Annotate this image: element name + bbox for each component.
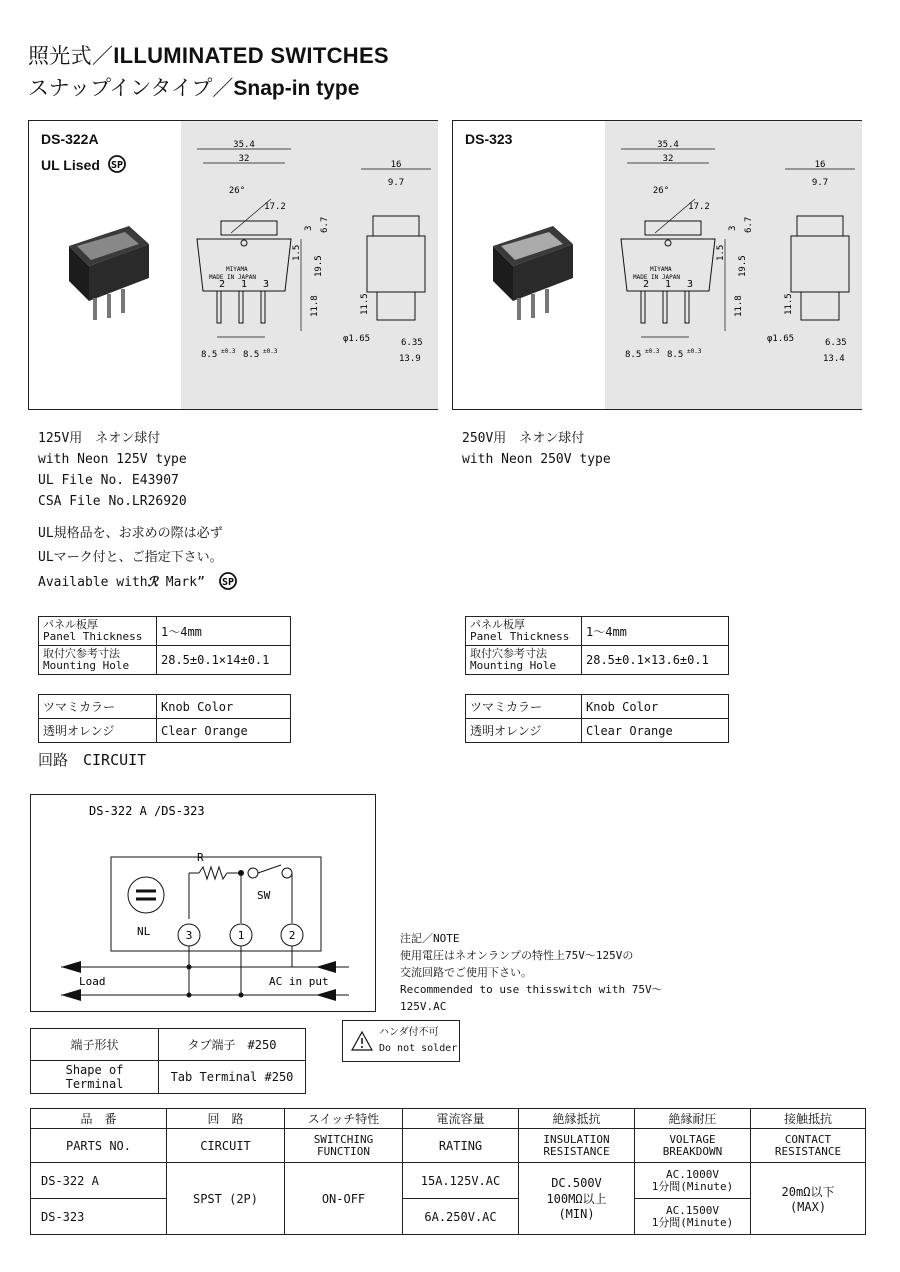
solder-warning	[342, 1020, 460, 1062]
dim-pitch-right: 8.5	[243, 350, 260, 360]
dim-side-v: 11.5	[360, 293, 370, 315]
dim-v4: 19.5	[738, 255, 748, 277]
dim-base: 13.9	[399, 354, 421, 364]
table-row: 透明オレンジ Clear Orange	[466, 719, 729, 743]
dim-v1: 3	[728, 225, 738, 231]
subtitle-jp: スナップインタイプ／	[28, 76, 234, 100]
csa-logo-icon	[108, 155, 126, 173]
product-panel-ds322a	[28, 120, 438, 410]
terminal-table	[30, 1028, 306, 1094]
table-row: DS-323 6A.250V.AC AC.1500V 1分間(Minute)	[31, 1199, 866, 1235]
switch-photo-icon	[483, 216, 603, 326]
ul-mark-icon: ℛ	[147, 574, 158, 589]
table-header-jp: 品 番 回 路 スイッチ特性 電流容量 絶縁抵抗 絶縁耐圧 接触抵抗	[31, 1109, 866, 1129]
dim-diameter: φ1.65	[767, 334, 795, 344]
warning-en: Do not solder	[379, 1043, 458, 1054]
ratings-table	[30, 1108, 866, 1235]
dim-width-outer: 35.4	[233, 140, 255, 150]
dim-v5: 11.8	[310, 295, 320, 317]
dimension-drawing-svg	[181, 121, 438, 409]
table-row: DS-322 A SPST (2P) ON-OFF 15A.125V.AC DC.500V 100MΩ以上 (MIN) AC.1000V 1分間(Minute) 20mΩ以下 (MAX)	[31, 1163, 866, 1199]
csa-logo-icon	[219, 572, 237, 590]
dim-angle2: 17.2	[688, 202, 710, 212]
spec-table-ds322a	[38, 616, 291, 675]
svg-text:SP: SP	[110, 160, 123, 171]
ul-note: UL規格品を、お求めの際は必ず ULマーク付と、ご指定下さい。 Available withℛ Mark” SP	[38, 522, 237, 595]
pin-3: 3	[263, 279, 270, 290]
circuit-diagram	[30, 794, 376, 1012]
dim-v4: 19.5	[314, 255, 324, 277]
neon-lamp-label: NL	[137, 925, 151, 938]
dim-side-w2: 9.7	[811, 178, 829, 188]
dim-tab: 6.35	[401, 338, 423, 348]
pin-1: 1	[665, 279, 672, 290]
dimension-drawing-svg	[605, 121, 862, 409]
circuit-svg	[31, 795, 377, 1013]
brand-text: MIYAMA	[226, 266, 248, 273]
dim-v3: 1.5	[716, 244, 726, 261]
terminal-3: 3	[185, 929, 193, 942]
origin-text: MADE IN JAPAN	[633, 274, 680, 281]
dim-angle2: 17.2	[264, 202, 286, 212]
table-row: ツマミカラー Knob Color	[466, 695, 729, 719]
warning-icon	[351, 1031, 373, 1051]
dim-diameter: φ1.65	[343, 334, 371, 344]
title-jp: 照光式／	[28, 44, 114, 68]
dim-v2: 6.7	[744, 216, 754, 233]
listing-label: UL Lised SP	[41, 155, 126, 173]
terminal-1: 1	[237, 929, 245, 942]
dim-pitch-right: 8.5	[667, 350, 684, 360]
pin-3: 3	[687, 279, 694, 290]
dim-v5: 11.8	[734, 295, 744, 317]
dim-tol-right: ±0.3	[687, 348, 702, 355]
svg-text:SP: SP	[221, 577, 234, 588]
model-label: DS-322A	[41, 131, 99, 147]
brand-text: MIYAMA	[650, 266, 672, 273]
dim-pitch-left: 8.5	[201, 350, 218, 360]
switch-label: SW	[257, 889, 271, 902]
dim-v2: 6.7	[320, 216, 330, 233]
model-label: DS-323	[465, 131, 513, 147]
knob-table-ds322a	[38, 694, 291, 743]
note-block: 注記／NOTE 使用電圧はネオンランプの特性上75V～125Vの 交流回路でご使用下さい。 Recommended to use thisswitch with 75V～ 125V.AC	[400, 932, 663, 1013]
product-panel-ds323	[452, 120, 862, 410]
switch-photo-icon	[59, 216, 179, 326]
table-row: パネル板厚 Panel Thickness 1～4mm	[466, 617, 729, 646]
table-row: ツマミカラー Knob Color	[39, 695, 291, 719]
subtitle-en: Snap-in type	[233, 77, 360, 100]
dim-v3: 1.5	[292, 244, 302, 261]
dim-side-v: 11.5	[784, 293, 794, 315]
product-description-ds322a: 125V用 ネオン球付 with Neon 125V type UL File No. E43907 CSA File No.LR26920	[38, 431, 187, 509]
dim-tab: 6.35	[825, 338, 847, 348]
circuit-title: DS-322 A /DS-323	[89, 804, 205, 818]
dim-pitch-left: 8.5	[625, 350, 642, 360]
dim-side-w1: 16	[390, 160, 402, 170]
pin-1: 1	[241, 279, 248, 290]
origin-text: MADE IN JAPAN	[209, 274, 256, 281]
dimension-drawing	[605, 121, 862, 409]
page-subtitle	[28, 72, 359, 102]
table-header-en: PARTS NO. CIRCUIT SWITCHING FUNCTION RATING INSULATION RESISTANCE VOLTAGE BREAKDOWN CONTACT RESISTANCE	[31, 1129, 866, 1163]
circuit-heading: 回路 CIRCUIT	[38, 751, 147, 769]
table-row: 透明オレンジ Clear Orange	[39, 719, 291, 743]
ac-input-label: AC in put	[269, 975, 329, 988]
dim-side-w1: 16	[814, 160, 826, 170]
resistor-label: R	[197, 851, 204, 864]
table-row: 取付穴参考寸法 Mounting Hole 28.5±0.1×14±0.1	[39, 646, 291, 675]
pin-2: 2	[219, 279, 226, 290]
product-description-ds323: 250V用 ネオン球付 with Neon 250V type	[462, 431, 611, 467]
page-title	[28, 40, 389, 70]
table-row: Shape of Terminal Tab Terminal #250	[31, 1061, 306, 1094]
dim-tol-right: ±0.3	[263, 348, 278, 355]
dim-base: 13.4	[823, 354, 845, 364]
terminal-2: 2	[288, 929, 296, 942]
dim-v1: 3	[304, 225, 314, 231]
load-label: Load	[79, 975, 106, 988]
dim-width-inner: 32	[238, 154, 250, 164]
dim-tol-left: ±0.3	[221, 348, 236, 355]
dim-side-w2: 9.7	[387, 178, 405, 188]
dim-angle: 26°	[652, 186, 670, 196]
dim-tol-left: ±0.3	[645, 348, 660, 355]
warning-jp: ハンダ付不可	[379, 1027, 439, 1038]
table-row: 取付穴参考寸法 Mounting Hole 28.5±0.1×13.6±0.1	[466, 646, 729, 675]
dim-width-inner: 32	[662, 154, 674, 164]
knob-table-ds323	[465, 694, 729, 743]
spec-table-ds323	[465, 616, 729, 675]
table-row: 端子形状 タブ端子 #250	[31, 1029, 306, 1061]
dimension-drawing	[181, 121, 438, 409]
dim-angle: 26°	[228, 186, 246, 196]
ul-available: Available withℛ Mark” SP	[38, 570, 237, 595]
dim-width-outer: 35.4	[657, 140, 679, 150]
table-row: パネル板厚 Panel Thickness 1～4mm	[39, 617, 291, 646]
pin-2: 2	[643, 279, 650, 290]
title-en: ILLUMINATED SWITCHES	[113, 43, 389, 68]
